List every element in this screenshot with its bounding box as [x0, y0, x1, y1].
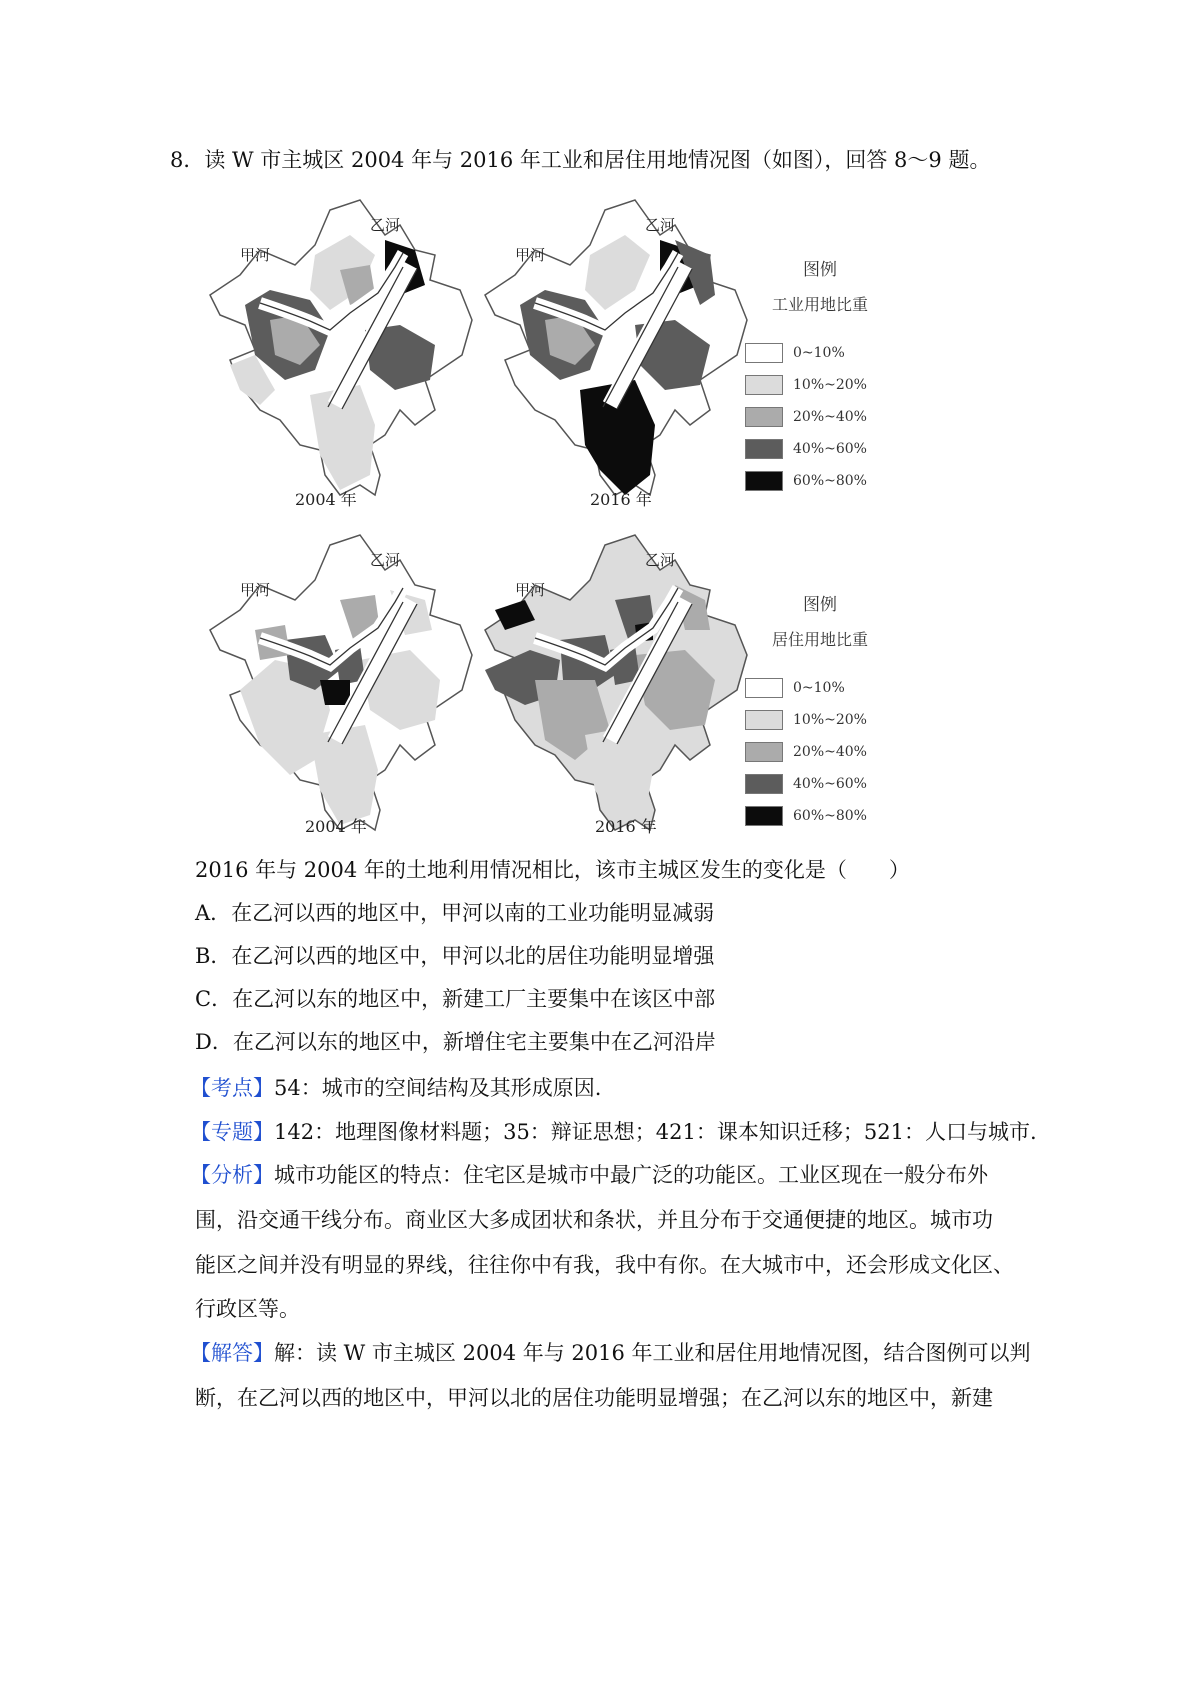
river-a-label: 甲河	[515, 246, 546, 264]
fenxi-line: 【分析】城市功能区的特点：住宅区是城市中最广泛的功能区。工业区现在一般分布外	[190, 1163, 988, 1187]
river-b-label: 乙河	[645, 551, 676, 569]
fenxi-tag: 【分析】	[190, 1163, 274, 1187]
option-d: D．在乙河以东的地区中，新增住宅主要集中在乙河沿岸	[195, 1030, 716, 1054]
river-b-label: 乙河	[645, 216, 676, 234]
legend-subtitle: 居住用地比重	[771, 630, 868, 649]
river-b-label: 乙河	[370, 551, 401, 569]
legend-item: 60%~80%	[745, 800, 895, 832]
zhuanti-line: 【专题】142：地理图像材料题；35：辩证思想；421：课本知识迁移；521：人口与城市.	[190, 1120, 1037, 1144]
map-industry-2016	[475, 195, 755, 515]
fenxi-line: 围，沿交通干线分布。商业区大多成团状和条状，并且分布于交通便捷的地区。城市功	[195, 1208, 993, 1232]
legend-industry	[745, 255, 895, 497]
zhuanti-tag: 【专题】	[190, 1120, 274, 1144]
year-label-2004: 2004 年	[305, 817, 367, 836]
year-label-2016: 2016 年	[595, 817, 657, 836]
legend-item: 10%~20%	[745, 369, 895, 401]
year-label-2016: 2016 年	[590, 490, 652, 509]
river-a-label: 甲河	[240, 246, 271, 264]
fenxi-line: 行政区等。	[195, 1297, 300, 1321]
legend-item: 60%~80%	[745, 465, 895, 497]
kaodian-line: 【考点】54：城市的空间结构及其形成原因.	[190, 1076, 602, 1100]
fenxi-line: 能区之间并没有明显的界线，往往你中有我，我中有你。在大城市中，还会形成文化区、	[195, 1253, 1014, 1277]
year-label-2004: 2004 年	[295, 490, 357, 509]
option-a: A．在乙河以西的地区中，甲河以南的工业功能明显减弱	[195, 901, 715, 925]
legend-subtitle: 工业用地比重	[771, 295, 868, 314]
legend-item: 20%~40%	[745, 736, 895, 768]
jieda-tag: 【解答】	[190, 1341, 274, 1365]
option-b: B．在乙河以西的地区中，甲河以北的居住功能明显增强	[195, 944, 715, 968]
river-b-label: 乙河	[370, 216, 401, 234]
map-residential-2004	[200, 530, 480, 850]
legend-item: 0~10%	[745, 672, 895, 704]
map-industry-2004	[200, 195, 480, 515]
legend-item: 40%~60%	[745, 433, 895, 465]
river-a-label: 甲河	[240, 581, 271, 599]
legend-item: 10%~20%	[745, 704, 895, 736]
legend-title: 图例	[803, 260, 837, 280]
river-a-label: 甲河	[515, 581, 546, 599]
legend-title: 图例	[803, 595, 837, 615]
map-residential-2016	[475, 530, 755, 850]
question-stem: 2016 年与 2004 年的土地利用情况相比，该市主城区发生的变化是（ ）	[195, 858, 910, 882]
kaodian-tag: 【考点】	[190, 1076, 274, 1100]
legend-residential	[745, 590, 895, 832]
jieda-line: 断，在乙河以西的地区中，甲河以北的居住功能明显增强；在乙河以东的地区中，新建	[195, 1386, 993, 1410]
option-c: C．在乙河以东的地区中，新建工厂主要集中在该区中部	[195, 987, 716, 1011]
legend-item: 0~10%	[745, 337, 895, 369]
question-intro: 8．读 W 市主城区 2004 年与 2016 年工业和居住用地情况图（如图），回答 8～9 题。	[170, 148, 991, 172]
jieda-line: 【解答】解：读 W 市主城区 2004 年与 2016 年工业和居住用地情况图，结合图例可以判	[190, 1341, 1031, 1365]
legend-item: 40%~60%	[745, 768, 895, 800]
legend-item: 20%~40%	[745, 401, 895, 433]
